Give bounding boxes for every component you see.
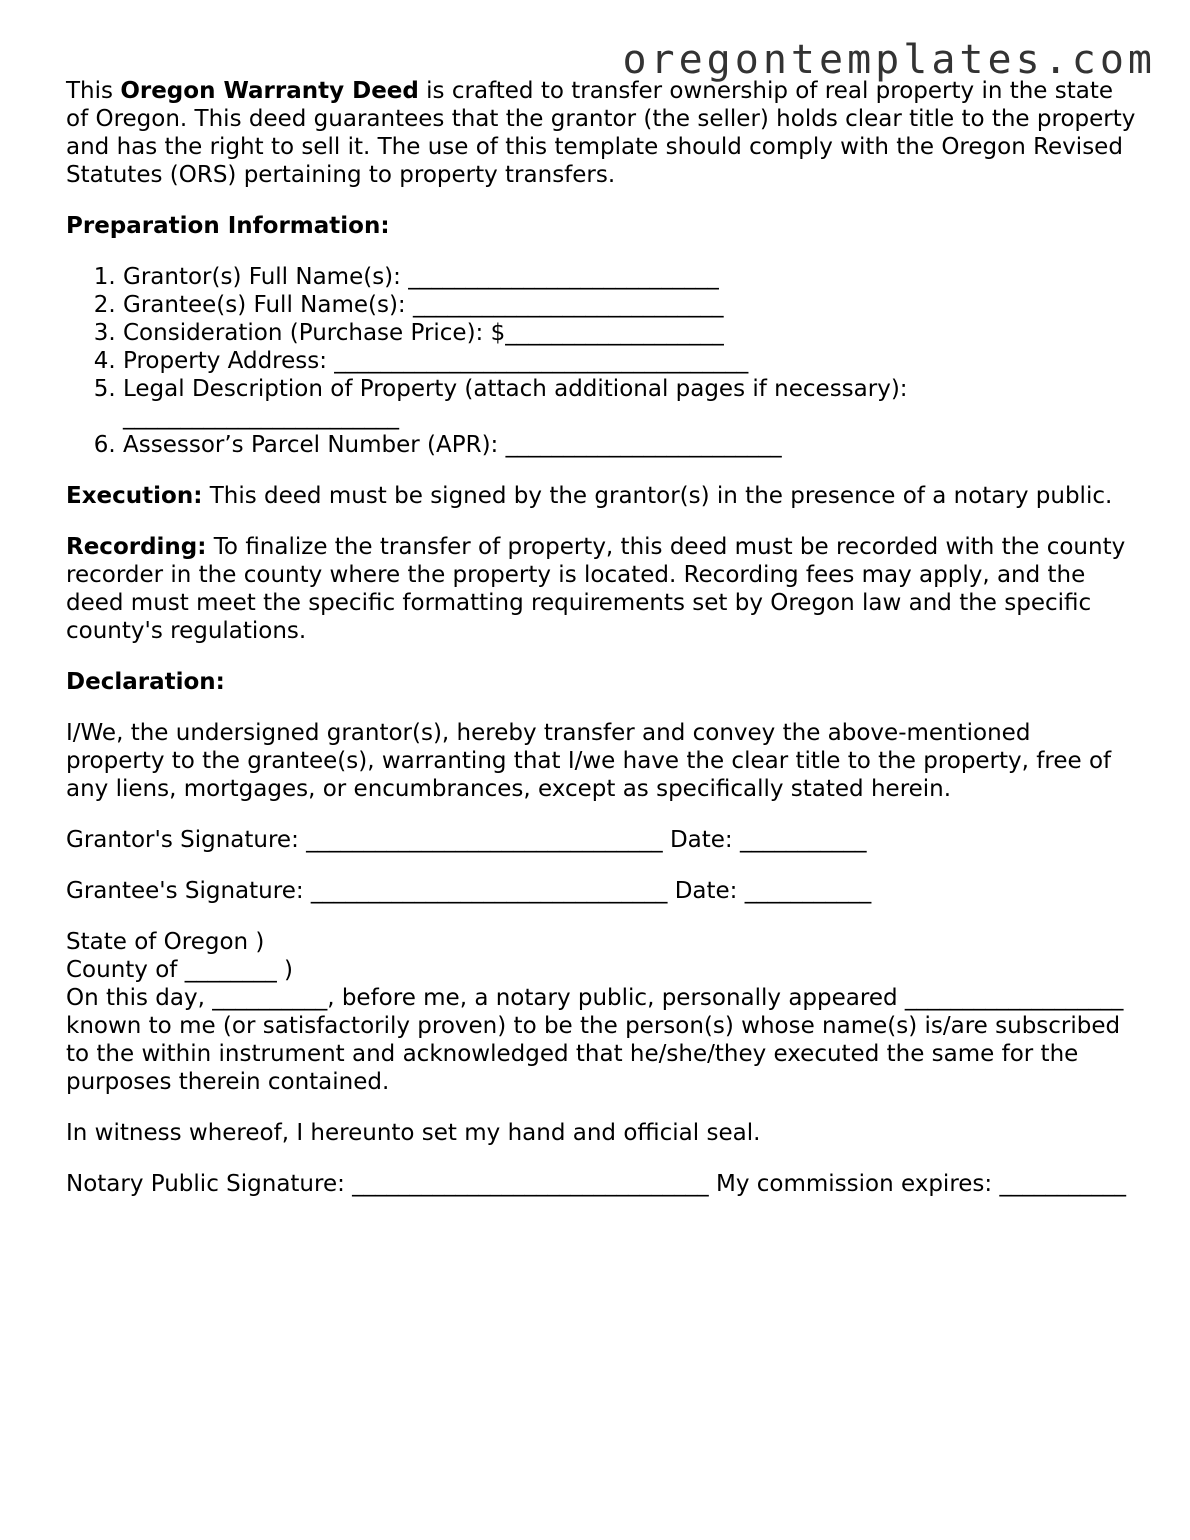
declaration-heading bbox=[66, 668, 1136, 696]
list-item-parcel-number: 6. Assessor’s Parcel Number (APR): ________________________ bbox=[123, 431, 1136, 459]
notary-state: State of Oregon ) bbox=[66, 929, 265, 955]
notary-acknowledgment: On this day, __________, before me, a notary public, personally appeared ___________________ known to me (or satisfactorily proven) to be the person(s) whose name(s) is/are subscribed to the within instrument and acknowledged that he/she/they executed the same for the purposes therein contained. bbox=[66, 985, 1124, 1095]
recording-paragraph bbox=[66, 533, 1136, 645]
preparation-list bbox=[66, 263, 1136, 459]
list-item-grantee-name: 2. Grantee(s) Full Name(s): ___________________________ bbox=[123, 291, 1136, 319]
witness-statement: In witness whereof, I hereunto set my hand and official seal. bbox=[66, 1120, 761, 1146]
execution-label: Execution: bbox=[66, 483, 203, 509]
notary-signature-line: Notary Public Signature: _______________________________ My commission expires: ___________ bbox=[66, 1171, 1126, 1197]
intro-text: is crafted to transfer ownership of real property in the state of Oregon. This deed guarantees that the grantor (the seller) holds clear title to the property and has the right to sell it. The use of this template should comply with the Oregon Revised Statutes (ORS) pertaining to property transfers. bbox=[66, 78, 1136, 188]
list-item-grantor-name: 1. Grantor(s) Full Name(s): ___________________________ bbox=[123, 263, 1136, 291]
execution-paragraph bbox=[66, 482, 1136, 510]
list-item-property-address: 4. Property Address: ____________________________________ bbox=[123, 347, 1136, 375]
deed-document bbox=[66, 77, 1136, 1221]
recording-label: Recording: bbox=[66, 534, 207, 560]
recording-text: To finalize the transfer of property, this deed must be recorded with the county recorder in the county where the property is located. Recording fees may apply, and the deed must meet the specific formatting requirements set by Oregon law and the specific county's regulations. bbox=[66, 534, 1126, 644]
grantee-signature-line: Grantee's Signature: _______________________________ Date: ___________ bbox=[66, 878, 872, 904]
notary-county: County of ________ ) bbox=[66, 957, 293, 983]
intro-paragraph bbox=[66, 77, 1136, 189]
execution-text: This deed must be signed by the grantor(s) in the presence of a notary public. bbox=[202, 483, 1113, 509]
list-item-consideration: 3. Consideration (Purchase Price): $___________________ bbox=[123, 319, 1136, 347]
site-watermark: oregontemplates.com bbox=[622, 37, 1156, 83]
declaration-heading-text: Declaration: bbox=[66, 669, 225, 695]
document-title: Oregon Warranty Deed bbox=[120, 78, 419, 104]
preparation-heading bbox=[66, 212, 1136, 240]
preparation-heading-text: Preparation Information: bbox=[66, 213, 390, 239]
declaration-text: I/We, the undersigned grantor(s), hereby transfer and convey the above-mentioned property to the grantee(s), warranting that I/we have the clear title to the property, free of any liens, mortgages, or encumbrances, except as specifically stated herein. bbox=[66, 720, 1112, 802]
grantor-signature-line: Grantor's Signature: _______________________________ Date: ___________ bbox=[66, 827, 867, 853]
intro-prefix: This bbox=[66, 78, 121, 104]
list-item-legal-description: 5. Legal Description of Property (attach additional pages if necessary): ________________________ bbox=[123, 375, 1136, 431]
